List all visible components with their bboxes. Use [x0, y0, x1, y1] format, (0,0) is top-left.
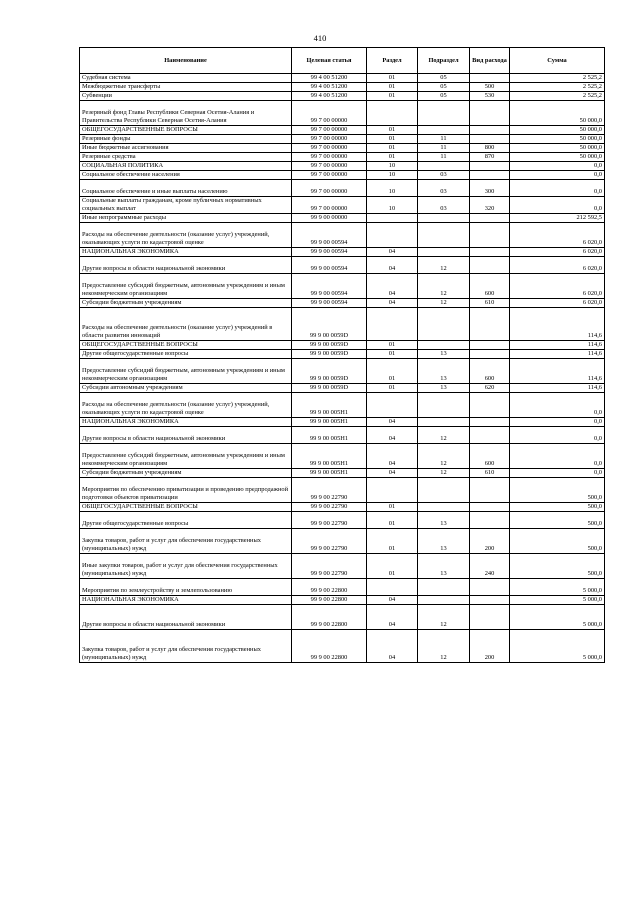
- table-row: [80, 554, 605, 579]
- cell-subsection: 13: [418, 359, 470, 384]
- cell-expense-type: 240: [470, 554, 510, 579]
- cell-sum: 0,0: [510, 180, 605, 197]
- cell-expense-type: [470, 341, 510, 350]
- cell-name: Социальное обеспечение населения: [80, 171, 292, 180]
- cell-section: 04: [367, 274, 418, 299]
- cell-expense-type: 870: [470, 153, 510, 162]
- cell-sum: 6 020,0: [510, 274, 605, 299]
- cell-subsection: [418, 248, 470, 257]
- cell-sum: 50 000,0: [510, 101, 605, 126]
- header-name: Наименование: [80, 48, 292, 74]
- cell-expense-type: [470, 605, 510, 630]
- cell-section: 01: [367, 153, 418, 162]
- cell-subsection: 12: [418, 299, 470, 308]
- cell-subsection: 12: [418, 469, 470, 478]
- table-row: [80, 579, 605, 596]
- table-row: [80, 359, 605, 384]
- cell-expense-type: [470, 512, 510, 529]
- table-row: [80, 605, 605, 630]
- table-row: [80, 162, 605, 171]
- cell-sum: 50 000,0: [510, 144, 605, 153]
- cell-expense-type: [470, 248, 510, 257]
- cell-subsection: 11: [418, 144, 470, 153]
- cell-name: ОБЩЕГОСУДАРСТВЕННЫЕ ВОПРОСЫ: [80, 341, 292, 350]
- cell-subsection: 12: [418, 605, 470, 630]
- cell-sum: 212 592,5: [510, 214, 605, 223]
- cell-sum: 0,0: [510, 427, 605, 444]
- cell-code: 99 9 00 22800: [292, 596, 367, 605]
- cell-code: 99 9 00 22790: [292, 529, 367, 554]
- cell-expense-type: [470, 503, 510, 512]
- cell-sum: 114,6: [510, 350, 605, 359]
- cell-section: 10: [367, 162, 418, 171]
- cell-expense-type: 610: [470, 299, 510, 308]
- cell-subsection: 12: [418, 427, 470, 444]
- header-sum: Сумма: [510, 48, 605, 74]
- cell-section: 01: [367, 512, 418, 529]
- cell-expense-type: [470, 162, 510, 171]
- cell-name: Другие вопросы в области национальной экономики: [80, 257, 292, 274]
- cell-section: [367, 308, 418, 341]
- cell-name: НАЦИОНАЛЬНАЯ ЭКОНОМИКА: [80, 596, 292, 605]
- cell-code: 99 7 00 00000: [292, 153, 367, 162]
- table-row: [80, 92, 605, 101]
- cell-section: [367, 579, 418, 596]
- cell-name: ОБЩЕГОСУДАРСТВЕННЫЕ ВОПРОСЫ: [80, 126, 292, 135]
- cell-code: 99 7 00 00000: [292, 180, 367, 197]
- cell-sum: 114,6: [510, 341, 605, 350]
- table-row: [80, 171, 605, 180]
- cell-name: НАЦИОНАЛЬНАЯ ЭКОНОМИКА: [80, 248, 292, 257]
- cell-subsection: [418, 341, 470, 350]
- cell-sum: 6 020,0: [510, 223, 605, 248]
- budget-table: [79, 47, 605, 663]
- cell-name: Предоставление субсидий бюджетным, автономным учреждениям и иным некоммерческим организациям: [80, 359, 292, 384]
- cell-name: Судебная система: [80, 74, 292, 83]
- cell-section: 01: [367, 554, 418, 579]
- cell-name: Иные бюджетные ассигнования: [80, 144, 292, 153]
- cell-subsection: [418, 418, 470, 427]
- table-row: [80, 223, 605, 248]
- cell-code: 99 9 00 00594: [292, 299, 367, 308]
- cell-name: Межбюджетные трансферты: [80, 83, 292, 92]
- cell-sum: 0,0: [510, 444, 605, 469]
- cell-code: 99 7 00 00000: [292, 101, 367, 126]
- cell-code: 99 4 00 51200: [292, 74, 367, 83]
- cell-code: 99 9 00 00594: [292, 274, 367, 299]
- cell-subsection: [418, 126, 470, 135]
- cell-expense-type: 200: [470, 630, 510, 663]
- cell-expense-type: [470, 74, 510, 83]
- cell-expense-type: [470, 393, 510, 418]
- table-row: [80, 180, 605, 197]
- cell-expense-type: 600: [470, 444, 510, 469]
- cell-subsection: [418, 308, 470, 341]
- cell-sum: 0,0: [510, 393, 605, 418]
- cell-code: 99 4 00 51200: [292, 92, 367, 101]
- cell-code: 99 9 00 00000: [292, 214, 367, 223]
- cell-subsection: 03: [418, 180, 470, 197]
- cell-code: 99 9 00 22790: [292, 554, 367, 579]
- cell-sum: 6 020,0: [510, 257, 605, 274]
- cell-code: 99 7 00 00000: [292, 135, 367, 144]
- cell-expense-type: 800: [470, 144, 510, 153]
- cell-expense-type: [470, 223, 510, 248]
- cell-section: 04: [367, 596, 418, 605]
- cell-subsection: [418, 503, 470, 512]
- cell-expense-type: [470, 427, 510, 444]
- cell-name: Резервные средства: [80, 153, 292, 162]
- cell-name: Резервные фонды: [80, 135, 292, 144]
- cell-name: Субсидии бюджетным учреждениям: [80, 469, 292, 478]
- cell-section: 01: [367, 135, 418, 144]
- cell-expense-type: 600: [470, 274, 510, 299]
- cell-section: 10: [367, 197, 418, 214]
- cell-section: 01: [367, 359, 418, 384]
- cell-sum: 2 525,2: [510, 83, 605, 92]
- cell-name: Расходы на обеспечение деятельности (оказание услуг) учреждений, оказывающих услуги по кадастровой оценке: [80, 223, 292, 248]
- table-row: [80, 427, 605, 444]
- table-row: [80, 384, 605, 393]
- cell-code: 99 9 00 22790: [292, 478, 367, 503]
- cell-section: [367, 223, 418, 248]
- cell-section: 01: [367, 126, 418, 135]
- cell-sum: 5 000,0: [510, 630, 605, 663]
- cell-expense-type: [470, 418, 510, 427]
- cell-expense-type: 500: [470, 83, 510, 92]
- cell-code: 99 9 00 00594: [292, 257, 367, 274]
- cell-name: Мероприятия по землеустройству и землепользованию: [80, 579, 292, 596]
- cell-subsection: 03: [418, 171, 470, 180]
- header-section: Раздел: [367, 48, 418, 74]
- cell-section: 01: [367, 92, 418, 101]
- table-row: [80, 144, 605, 153]
- cell-code: 99 9 00 005Н1: [292, 427, 367, 444]
- cell-code: 99 7 00 00000: [292, 197, 367, 214]
- cell-name: Расходы на обеспечение деятельности (оказание услуг) учреждений, оказывающих услуги по кадастровой оценке: [80, 393, 292, 418]
- table-row: [80, 341, 605, 350]
- cell-sum: 0,0: [510, 418, 605, 427]
- cell-subsection: 13: [418, 512, 470, 529]
- cell-code: 99 7 00 00000: [292, 171, 367, 180]
- cell-subsection: [418, 162, 470, 171]
- cell-sum: 500,0: [510, 478, 605, 503]
- table-row: [80, 101, 605, 126]
- cell-subsection: 11: [418, 153, 470, 162]
- cell-sum: 0,0: [510, 197, 605, 214]
- header-code: Целевая статья: [292, 48, 367, 74]
- cell-subsection: 12: [418, 257, 470, 274]
- table-row: [80, 197, 605, 214]
- table-row: [80, 529, 605, 554]
- cell-sum: 2 525,2: [510, 92, 605, 101]
- table-row: [80, 630, 605, 663]
- table-row: [80, 596, 605, 605]
- cell-section: 01: [367, 83, 418, 92]
- cell-sum: 5 000,0: [510, 605, 605, 630]
- cell-name: Другие общегосударственные вопросы: [80, 350, 292, 359]
- table-row: [80, 83, 605, 92]
- cell-name: Мероприятия по обеспечению приватизации и проведению предпродажной подготовки объектов приватизации: [80, 478, 292, 503]
- cell-subsection: [418, 223, 470, 248]
- cell-subsection: [418, 596, 470, 605]
- table-row: [80, 274, 605, 299]
- cell-section: 04: [367, 630, 418, 663]
- cell-subsection: 12: [418, 444, 470, 469]
- cell-expense-type: 200: [470, 529, 510, 554]
- cell-name: Иные непрограммные расходы: [80, 214, 292, 223]
- cell-name: Другие вопросы в области национальной экономики: [80, 427, 292, 444]
- cell-name: Закупка товаров, работ и услуг для обеспечения государственных (муниципальных) нужд: [80, 529, 292, 554]
- cell-expense-type: [470, 214, 510, 223]
- cell-code: 99 9 00 0059D: [292, 350, 367, 359]
- cell-subsection: 13: [418, 350, 470, 359]
- header-subsection: Подраздел: [418, 48, 470, 74]
- cell-section: [367, 101, 418, 126]
- table-row: [80, 214, 605, 223]
- cell-expense-type: 610: [470, 469, 510, 478]
- cell-code: 99 9 00 005Н1: [292, 469, 367, 478]
- cell-section: 01: [367, 503, 418, 512]
- cell-name: Расходы на обеспечение деятельности (оказание услуг) учреждений в области развития инноваций: [80, 308, 292, 341]
- cell-code: 99 4 00 51200: [292, 83, 367, 92]
- table-row: [80, 350, 605, 359]
- cell-code: 99 9 00 00594: [292, 248, 367, 257]
- cell-name: СОЦИАЛЬНАЯ ПОЛИТИКА: [80, 162, 292, 171]
- cell-section: [367, 393, 418, 418]
- cell-expense-type: [470, 126, 510, 135]
- cell-sum: 50 000,0: [510, 153, 605, 162]
- cell-section: [367, 214, 418, 223]
- cell-sum: 5 000,0: [510, 596, 605, 605]
- cell-name: Социальные выплаты гражданам, кроме публичных нормативных социальных выплат: [80, 197, 292, 214]
- cell-expense-type: [470, 350, 510, 359]
- cell-section: 10: [367, 171, 418, 180]
- cell-subsection: 03: [418, 197, 470, 214]
- table-row: [80, 126, 605, 135]
- cell-code: 99 9 00 22800: [292, 630, 367, 663]
- table-row: [80, 512, 605, 529]
- cell-section: 04: [367, 469, 418, 478]
- cell-code: 99 9 00 00594: [292, 223, 367, 248]
- cell-name: Субсидии бюджетным учреждениям: [80, 299, 292, 308]
- table-row: [80, 503, 605, 512]
- cell-expense-type: [470, 478, 510, 503]
- cell-section: 01: [367, 74, 418, 83]
- cell-expense-type: [470, 579, 510, 596]
- cell-expense-type: 600: [470, 359, 510, 384]
- cell-subsection: 05: [418, 92, 470, 101]
- cell-sum: 5 000,0: [510, 579, 605, 596]
- cell-name: НАЦИОНАЛЬНАЯ ЭКОНОМИКА: [80, 418, 292, 427]
- cell-subsection: 11: [418, 135, 470, 144]
- cell-section: 01: [367, 529, 418, 554]
- cell-code: 99 7 00 00000: [292, 144, 367, 153]
- page-number: 410: [313, 33, 327, 43]
- cell-expense-type: [470, 257, 510, 274]
- cell-code: 99 9 00 0059D: [292, 341, 367, 350]
- cell-sum: 114,6: [510, 308, 605, 341]
- cell-subsection: [418, 478, 470, 503]
- cell-name: Закупка товаров, работ и услуг для обеспечения государственных (муниципальных) нужд: [80, 630, 292, 663]
- cell-subsection: [418, 393, 470, 418]
- cell-expense-type: [470, 101, 510, 126]
- table-row: [80, 444, 605, 469]
- cell-subsection: [418, 214, 470, 223]
- table-header-row: [80, 48, 605, 74]
- table-row: [80, 478, 605, 503]
- cell-name: ОБЩЕГОСУДАРСТВЕННЫЕ ВОПРОСЫ: [80, 503, 292, 512]
- cell-code: 99 9 00 22790: [292, 503, 367, 512]
- cell-name: Иные закупки товаров, работ и услуг для обеспечения государственных (муниципальных) нужд: [80, 554, 292, 579]
- cell-code: 99 9 00 22800: [292, 605, 367, 630]
- cell-section: 01: [367, 341, 418, 350]
- cell-sum: 6 020,0: [510, 248, 605, 257]
- cell-subsection: 13: [418, 554, 470, 579]
- cell-subsection: [418, 101, 470, 126]
- cell-sum: 0,0: [510, 469, 605, 478]
- cell-sum: 500,0: [510, 503, 605, 512]
- cell-code: 99 9 00 005Н1: [292, 444, 367, 469]
- cell-code: 99 9 00 005Н1: [292, 418, 367, 427]
- cell-code: 99 7 00 00000: [292, 162, 367, 171]
- cell-code: 99 9 00 005Н1: [292, 393, 367, 418]
- cell-sum: 114,6: [510, 359, 605, 384]
- cell-sum: 6 020,0: [510, 299, 605, 308]
- cell-subsection: 12: [418, 274, 470, 299]
- cell-expense-type: [470, 308, 510, 341]
- cell-section: 04: [367, 248, 418, 257]
- table-row: [80, 248, 605, 257]
- header-expense-type: Вид расхода: [470, 48, 510, 74]
- table-row: [80, 418, 605, 427]
- cell-subsection: 13: [418, 384, 470, 393]
- cell-name: Другие вопросы в области национальной экономики: [80, 605, 292, 630]
- cell-expense-type: 530: [470, 92, 510, 101]
- table-row: [80, 393, 605, 418]
- cell-section: 10: [367, 180, 418, 197]
- cell-subsection: 13: [418, 529, 470, 554]
- cell-section: 04: [367, 605, 418, 630]
- table-row: [80, 308, 605, 341]
- cell-code: 99 9 00 0059D: [292, 359, 367, 384]
- cell-subsection: 12: [418, 630, 470, 663]
- cell-subsection: 05: [418, 74, 470, 83]
- cell-expense-type: 320: [470, 197, 510, 214]
- cell-expense-type: [470, 596, 510, 605]
- cell-subsection: 05: [418, 83, 470, 92]
- cell-section: 04: [367, 299, 418, 308]
- table-row: [80, 469, 605, 478]
- table-row: [80, 153, 605, 162]
- cell-sum: 50 000,0: [510, 126, 605, 135]
- cell-sum: 500,0: [510, 554, 605, 579]
- cell-sum: 50 000,0: [510, 135, 605, 144]
- table-row: [80, 74, 605, 83]
- cell-section: 01: [367, 350, 418, 359]
- table-row: [80, 257, 605, 274]
- cell-code: 99 9 00 22800: [292, 579, 367, 596]
- cell-code: 99 9 00 0059D: [292, 384, 367, 393]
- cell-name: Предоставление субсидий бюджетным, автономным учреждениям и иным некоммерческим организациям: [80, 274, 292, 299]
- cell-name: Другие общегосударственные вопросы: [80, 512, 292, 529]
- cell-name: Резервный фонд Главы Республики Северная Осетия-Алания и Правительства Республики Северная Осетия-Алания: [80, 101, 292, 126]
- cell-name: Социальное обеспечение и иные выплаты населению: [80, 180, 292, 197]
- cell-sum: 0,0: [510, 162, 605, 171]
- cell-sum: 500,0: [510, 512, 605, 529]
- cell-sum: 500,0: [510, 529, 605, 554]
- cell-name: Субвенции: [80, 92, 292, 101]
- cell-sum: 0,0: [510, 171, 605, 180]
- cell-sum: 2 525,2: [510, 74, 605, 83]
- cell-expense-type: [470, 135, 510, 144]
- table-row: [80, 299, 605, 308]
- cell-section: 04: [367, 444, 418, 469]
- cell-sum: 114,6: [510, 384, 605, 393]
- cell-expense-type: 300: [470, 180, 510, 197]
- cell-code: 99 9 00 0059D: [292, 308, 367, 341]
- cell-code: 99 9 00 22790: [292, 512, 367, 529]
- cell-section: 04: [367, 427, 418, 444]
- cell-expense-type: [470, 171, 510, 180]
- cell-name: Предоставление субсидий бюджетным, автономным учреждениям и иным некоммерческим организациям: [80, 444, 292, 469]
- table-row: [80, 135, 605, 144]
- cell-section: 04: [367, 257, 418, 274]
- cell-section: 01: [367, 144, 418, 153]
- cell-subsection: [418, 579, 470, 596]
- cell-expense-type: 620: [470, 384, 510, 393]
- cell-section: 01: [367, 384, 418, 393]
- cell-code: 99 7 00 00000: [292, 126, 367, 135]
- cell-section: [367, 478, 418, 503]
- cell-name: Субсидии автономным учреждениям: [80, 384, 292, 393]
- cell-section: 04: [367, 418, 418, 427]
